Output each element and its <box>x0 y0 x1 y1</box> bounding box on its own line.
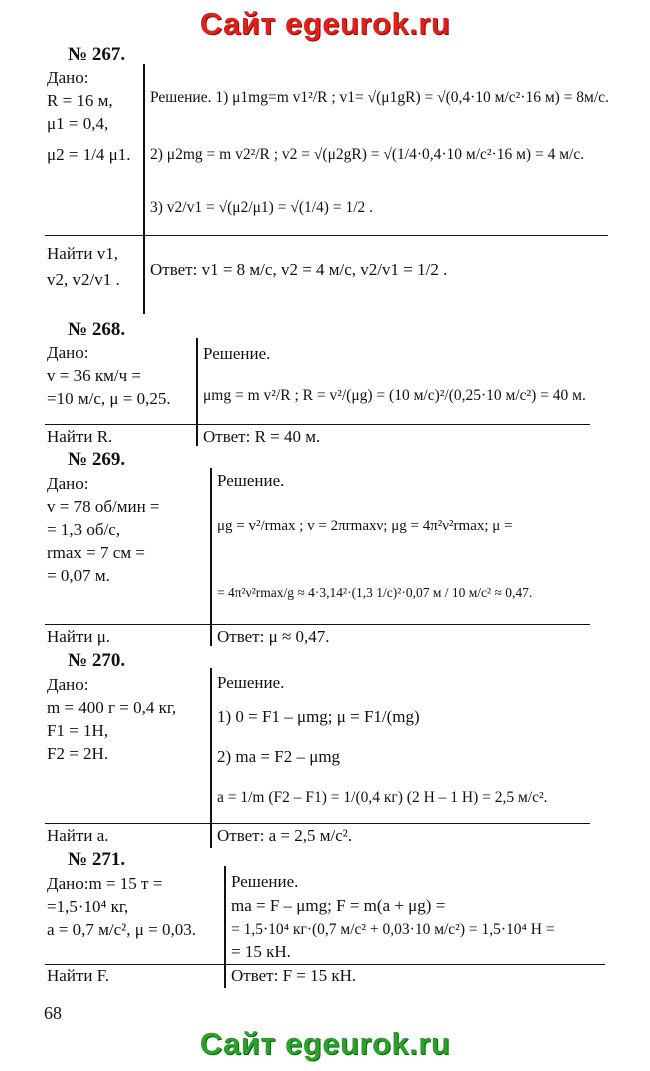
problem-number: № 269. <box>68 449 126 470</box>
given-line: Дано: <box>47 474 89 493</box>
problem-number: № 267. <box>68 44 126 65</box>
given-line: μ2 = 1/4 μ1. <box>47 145 131 164</box>
answer: Ответ: F = 15 кН. <box>231 966 357 985</box>
given-block <box>47 341 171 410</box>
answer: Ответ: a = 2,5 м/с². <box>217 826 353 845</box>
solution-line: Решение. <box>203 344 271 363</box>
given-line: m = 400 г = 0,4 кг, <box>47 698 177 717</box>
divider-vertical <box>210 668 212 848</box>
given-line: F1 = 1Н, <box>47 721 109 740</box>
find-line: Найти v1, <box>47 244 118 263</box>
solution-line: = 1,5·10⁴ кг·(0,7 м/с² + 0,03·10 м/с²) = 1,5·10⁴ Н = <box>231 921 555 938</box>
given-line: v = 36 км/ч = <box>47 366 141 385</box>
answer: Ответ: μ ≈ 0,47. <box>217 627 330 646</box>
solution-line: 2) μ2mg = m v2²/R ; v2 = √(μ2gR) = √(1/4·0,4·10 м/с²·16 м) = 4 м/с. <box>150 146 585 163</box>
solution-line: Решение. <box>217 471 285 490</box>
answer: Ответ: v1 = 8 м/с, v2 = 4 м/с, v2/v1 = 1/2 . <box>150 260 448 279</box>
given-block <box>47 673 176 765</box>
find-line: Найти R. <box>47 427 113 446</box>
find-block <box>47 241 120 293</box>
answer: Ответ: R = 40 м. <box>203 427 321 446</box>
divider-vertical <box>224 866 226 988</box>
find-line: Найти F. <box>47 966 110 985</box>
problem-number: № 271. <box>68 849 126 870</box>
divider-vertical <box>210 468 212 646</box>
solution-line: = 15 кН. <box>231 942 291 961</box>
problem-number: № 268. <box>68 319 126 340</box>
given-line: F2 = 2Н. <box>47 744 109 763</box>
solution-line: Решение. 1) μ1mg=m v1²/R ; v1= √(μ1gR) = √(0,4·10 м/с²·16 м) = 8м/с. <box>150 89 609 106</box>
given-line: R = 16 м, <box>47 91 113 110</box>
divider-horizontal <box>45 624 590 625</box>
given-line: = 1,3 об/с, <box>47 520 121 539</box>
solution-line: Решение. <box>217 673 285 692</box>
given-block <box>47 872 196 941</box>
divider-horizontal <box>45 823 590 824</box>
solution-line: = 4π²ν²rmax/g ≈ 4·3,14²·(1,3 1/c)²·0,07 м / 10 м/с² ≈ 0,47. <box>217 585 533 600</box>
given-line: Дано:m = 15 т = <box>47 874 163 893</box>
solution-line: ma = F – μmg; F = m(a + μg) = <box>231 896 446 915</box>
site-header: Сайт egeurok.ru <box>199 6 451 41</box>
given-line: Дано: <box>47 675 89 694</box>
given-line: Дано: <box>47 68 89 87</box>
find-line: Найти a. <box>47 826 109 845</box>
find-line: Найти μ. <box>47 627 111 646</box>
site-footer: Сайт egeurok.ru <box>199 1026 451 1061</box>
divider-horizontal <box>45 424 590 425</box>
find-line: v2, v2/v1 . <box>47 270 120 289</box>
given-line: a = 0,7 м/с², μ = 0,03. <box>47 920 196 939</box>
problem-number: № 270. <box>68 650 126 671</box>
given-block <box>47 66 131 166</box>
given-line: μ1 = 0,4, <box>47 114 109 133</box>
solution-line: μmg = m v²/R ; R = v²/(μg) = (10 м/с)²/(0,25·10 м/с²) = 40 м. <box>203 387 586 404</box>
solution-line: 2) ma = F2 – μmg <box>217 747 341 766</box>
given-line: =10 м/с, μ = 0,25. <box>47 389 171 408</box>
given-line: rmax = 7 см = <box>47 543 145 562</box>
page-number: 68 <box>44 1003 62 1023</box>
given-block <box>47 472 160 587</box>
solution-line: a = 1/m (F2 – F1) = 1/(0,4 кг) (2 Н – 1 Н) = 2,5 м/с². <box>217 789 548 806</box>
solution-line: 1) 0 = F1 – μmg; μ = F1/(mg) <box>217 707 420 726</box>
given-line: Дано: <box>47 343 89 362</box>
given-line: =1,5·10⁴ кг, <box>47 897 129 916</box>
given-line: v = 78 об/мин = <box>47 497 160 516</box>
divider-horizontal <box>45 235 608 236</box>
solution-line: 3) v2/v1 = √(μ2/μ1) = √(1/4) = 1/2 . <box>150 199 374 216</box>
given-line: = 0,07 м. <box>47 566 110 585</box>
divider-vertical <box>196 338 198 446</box>
solution-line: Решение. <box>231 872 299 891</box>
solution-line: μg = v²/rmax ; v = 2πrmaxν; μg = 4π²ν²rmax; μ = <box>217 518 513 534</box>
divider-vertical <box>143 64 145 314</box>
